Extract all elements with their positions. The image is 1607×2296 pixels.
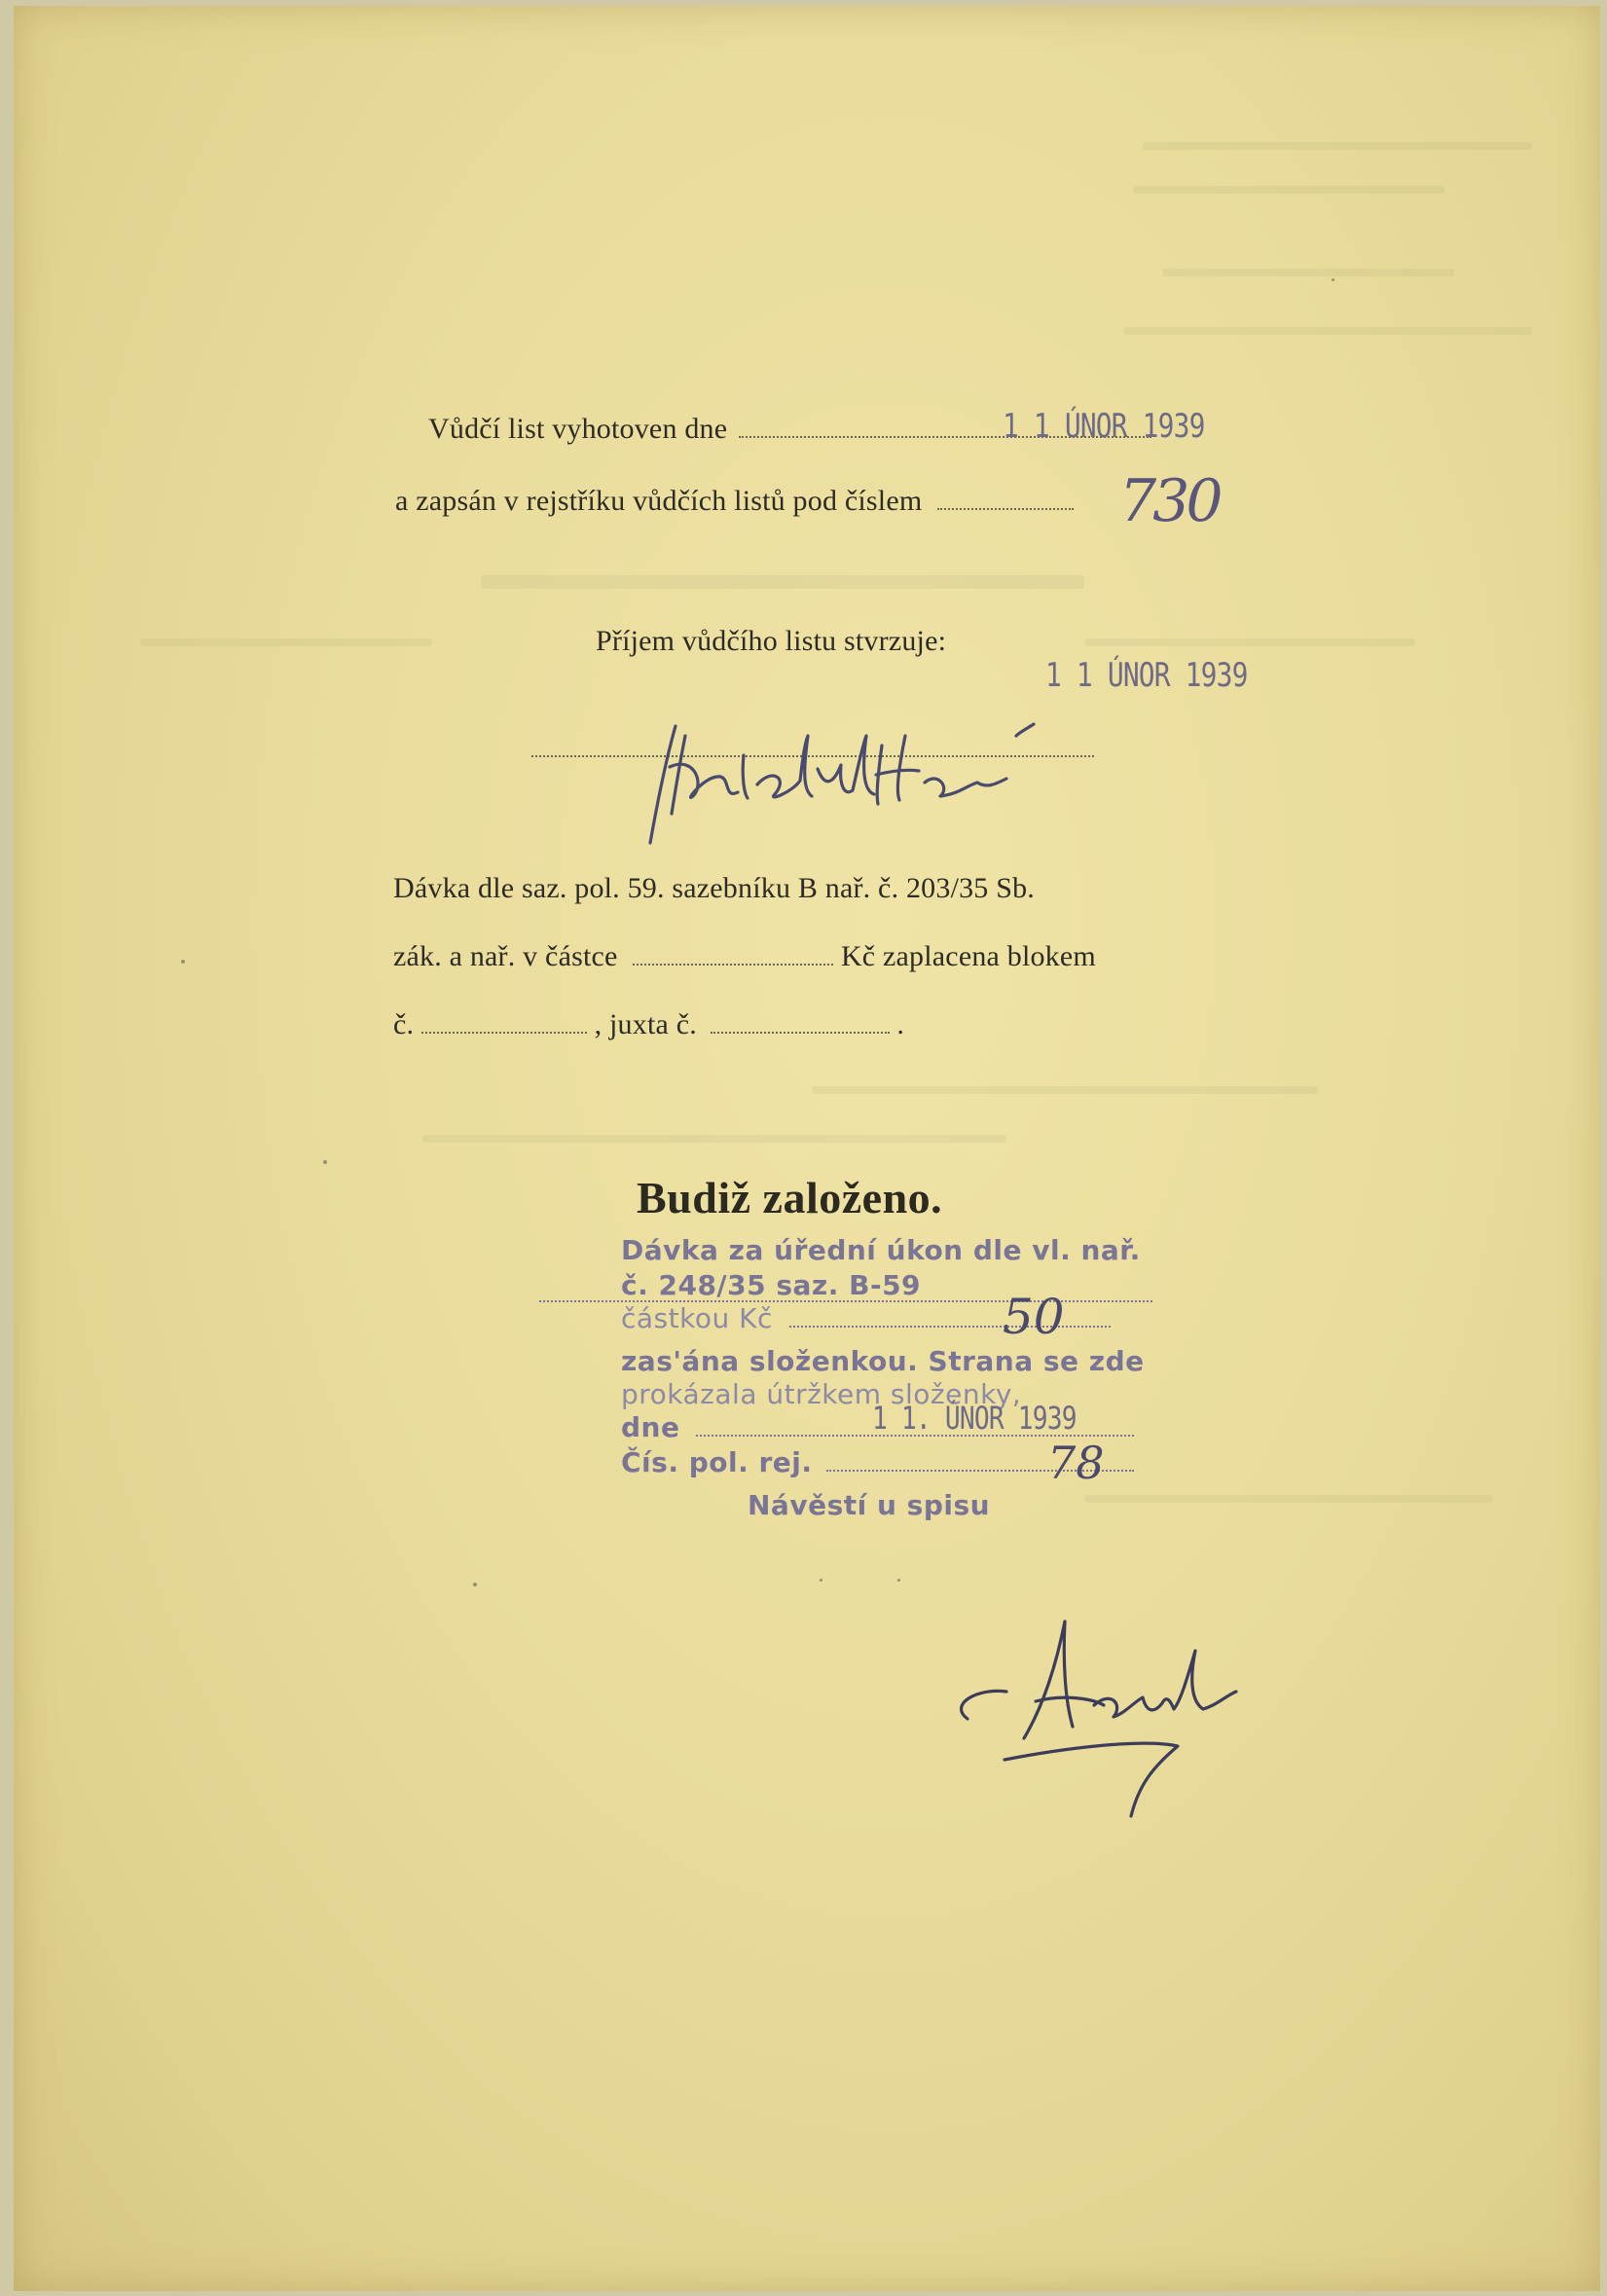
recipient-signature bbox=[637, 707, 1065, 853]
fee-stamp-amount-handwritten: 50 bbox=[1003, 1289, 1065, 1345]
paper-speck bbox=[473, 1583, 477, 1586]
fee-amount-field bbox=[633, 940, 833, 966]
show-through-line bbox=[422, 1135, 1006, 1143]
registered-number-handwritten: 730 bbox=[1119, 467, 1220, 535]
fee-line-3 bbox=[393, 1008, 904, 1041]
fee-line-1: Dávka dle saz. pol. 59. sazebníku B nař. č. 203/35 Sb. bbox=[393, 872, 1035, 904]
show-through-line bbox=[1084, 638, 1415, 646]
fee-line-2-start: zák. a nař. v částce bbox=[393, 940, 618, 972]
fee-line-2 bbox=[393, 940, 1096, 973]
official-signature bbox=[948, 1612, 1260, 1836]
fee-stamp-amount-label: částkou Kč bbox=[621, 1302, 773, 1334]
paper-speck bbox=[897, 1579, 900, 1582]
paper-speck bbox=[181, 960, 185, 964]
receipt-date-stamp: 1 1 ÚNOR 1939 bbox=[1045, 656, 1248, 695]
registered-number-field bbox=[937, 485, 1074, 510]
show-through-line bbox=[481, 575, 1084, 589]
registered-label: a zapsán v rejstříku vůdčích listů pod číslem bbox=[395, 485, 923, 517]
fee-stamp-date-stamp: 1 1. ÚNOR 1939 bbox=[872, 1400, 1077, 1437]
fee-stamp-reg-label: Čís. pol. rej. bbox=[621, 1446, 813, 1478]
paper-speck bbox=[1332, 278, 1334, 281]
show-through-line bbox=[1162, 269, 1454, 276]
fee-stamp-line-4: zas'ána složenkou. Strana se zde bbox=[621, 1345, 1145, 1377]
show-through-line bbox=[812, 1086, 1318, 1094]
fee-block-label: č. bbox=[393, 1008, 415, 1040]
fee-stamp-line-5: prokázala útržkem složenky, bbox=[621, 1378, 1022, 1410]
fee-stamp-date-label: dne bbox=[621, 1411, 680, 1443]
paper-speck bbox=[323, 1160, 327, 1164]
registered-row bbox=[395, 485, 1074, 518]
show-through-line bbox=[1123, 327, 1532, 335]
issued-label: Vůdčí list vyhotoven dne bbox=[428, 413, 728, 445]
issued-date-stamp: 1 1 ÚNOR 1939 bbox=[1003, 407, 1205, 446]
document-page bbox=[14, 6, 1600, 2291]
fee-stamp-reg-number-handwritten: 78 bbox=[1047, 1437, 1105, 1489]
decision-heading: Budiž založeno. bbox=[637, 1173, 943, 1222]
fee-line-3-end: . bbox=[896, 1008, 905, 1040]
show-through-line bbox=[140, 638, 432, 646]
show-through-line bbox=[1143, 142, 1532, 150]
fee-stamp-line-2: č. 248/35 saz. B-59 bbox=[621, 1269, 922, 1301]
fee-juxta-field bbox=[711, 1008, 890, 1034]
show-through-line bbox=[1084, 1495, 1493, 1503]
fee-stamp-line-8: Návěstí u spisu bbox=[748, 1489, 991, 1521]
fee-line-2-end: Kč zaplacena blokem bbox=[840, 940, 1096, 972]
receipt-label: Příjem vůdčího listu stvrzuje: bbox=[596, 625, 947, 657]
fee-block-field bbox=[421, 1008, 587, 1034]
fee-stamp-line-1: Dávka za úřední úkon dle vl. nař. bbox=[621, 1234, 1141, 1266]
fee-juxta-label: , juxta č. bbox=[594, 1008, 697, 1040]
paper-speck bbox=[820, 1579, 822, 1582]
show-through-line bbox=[1133, 186, 1444, 194]
